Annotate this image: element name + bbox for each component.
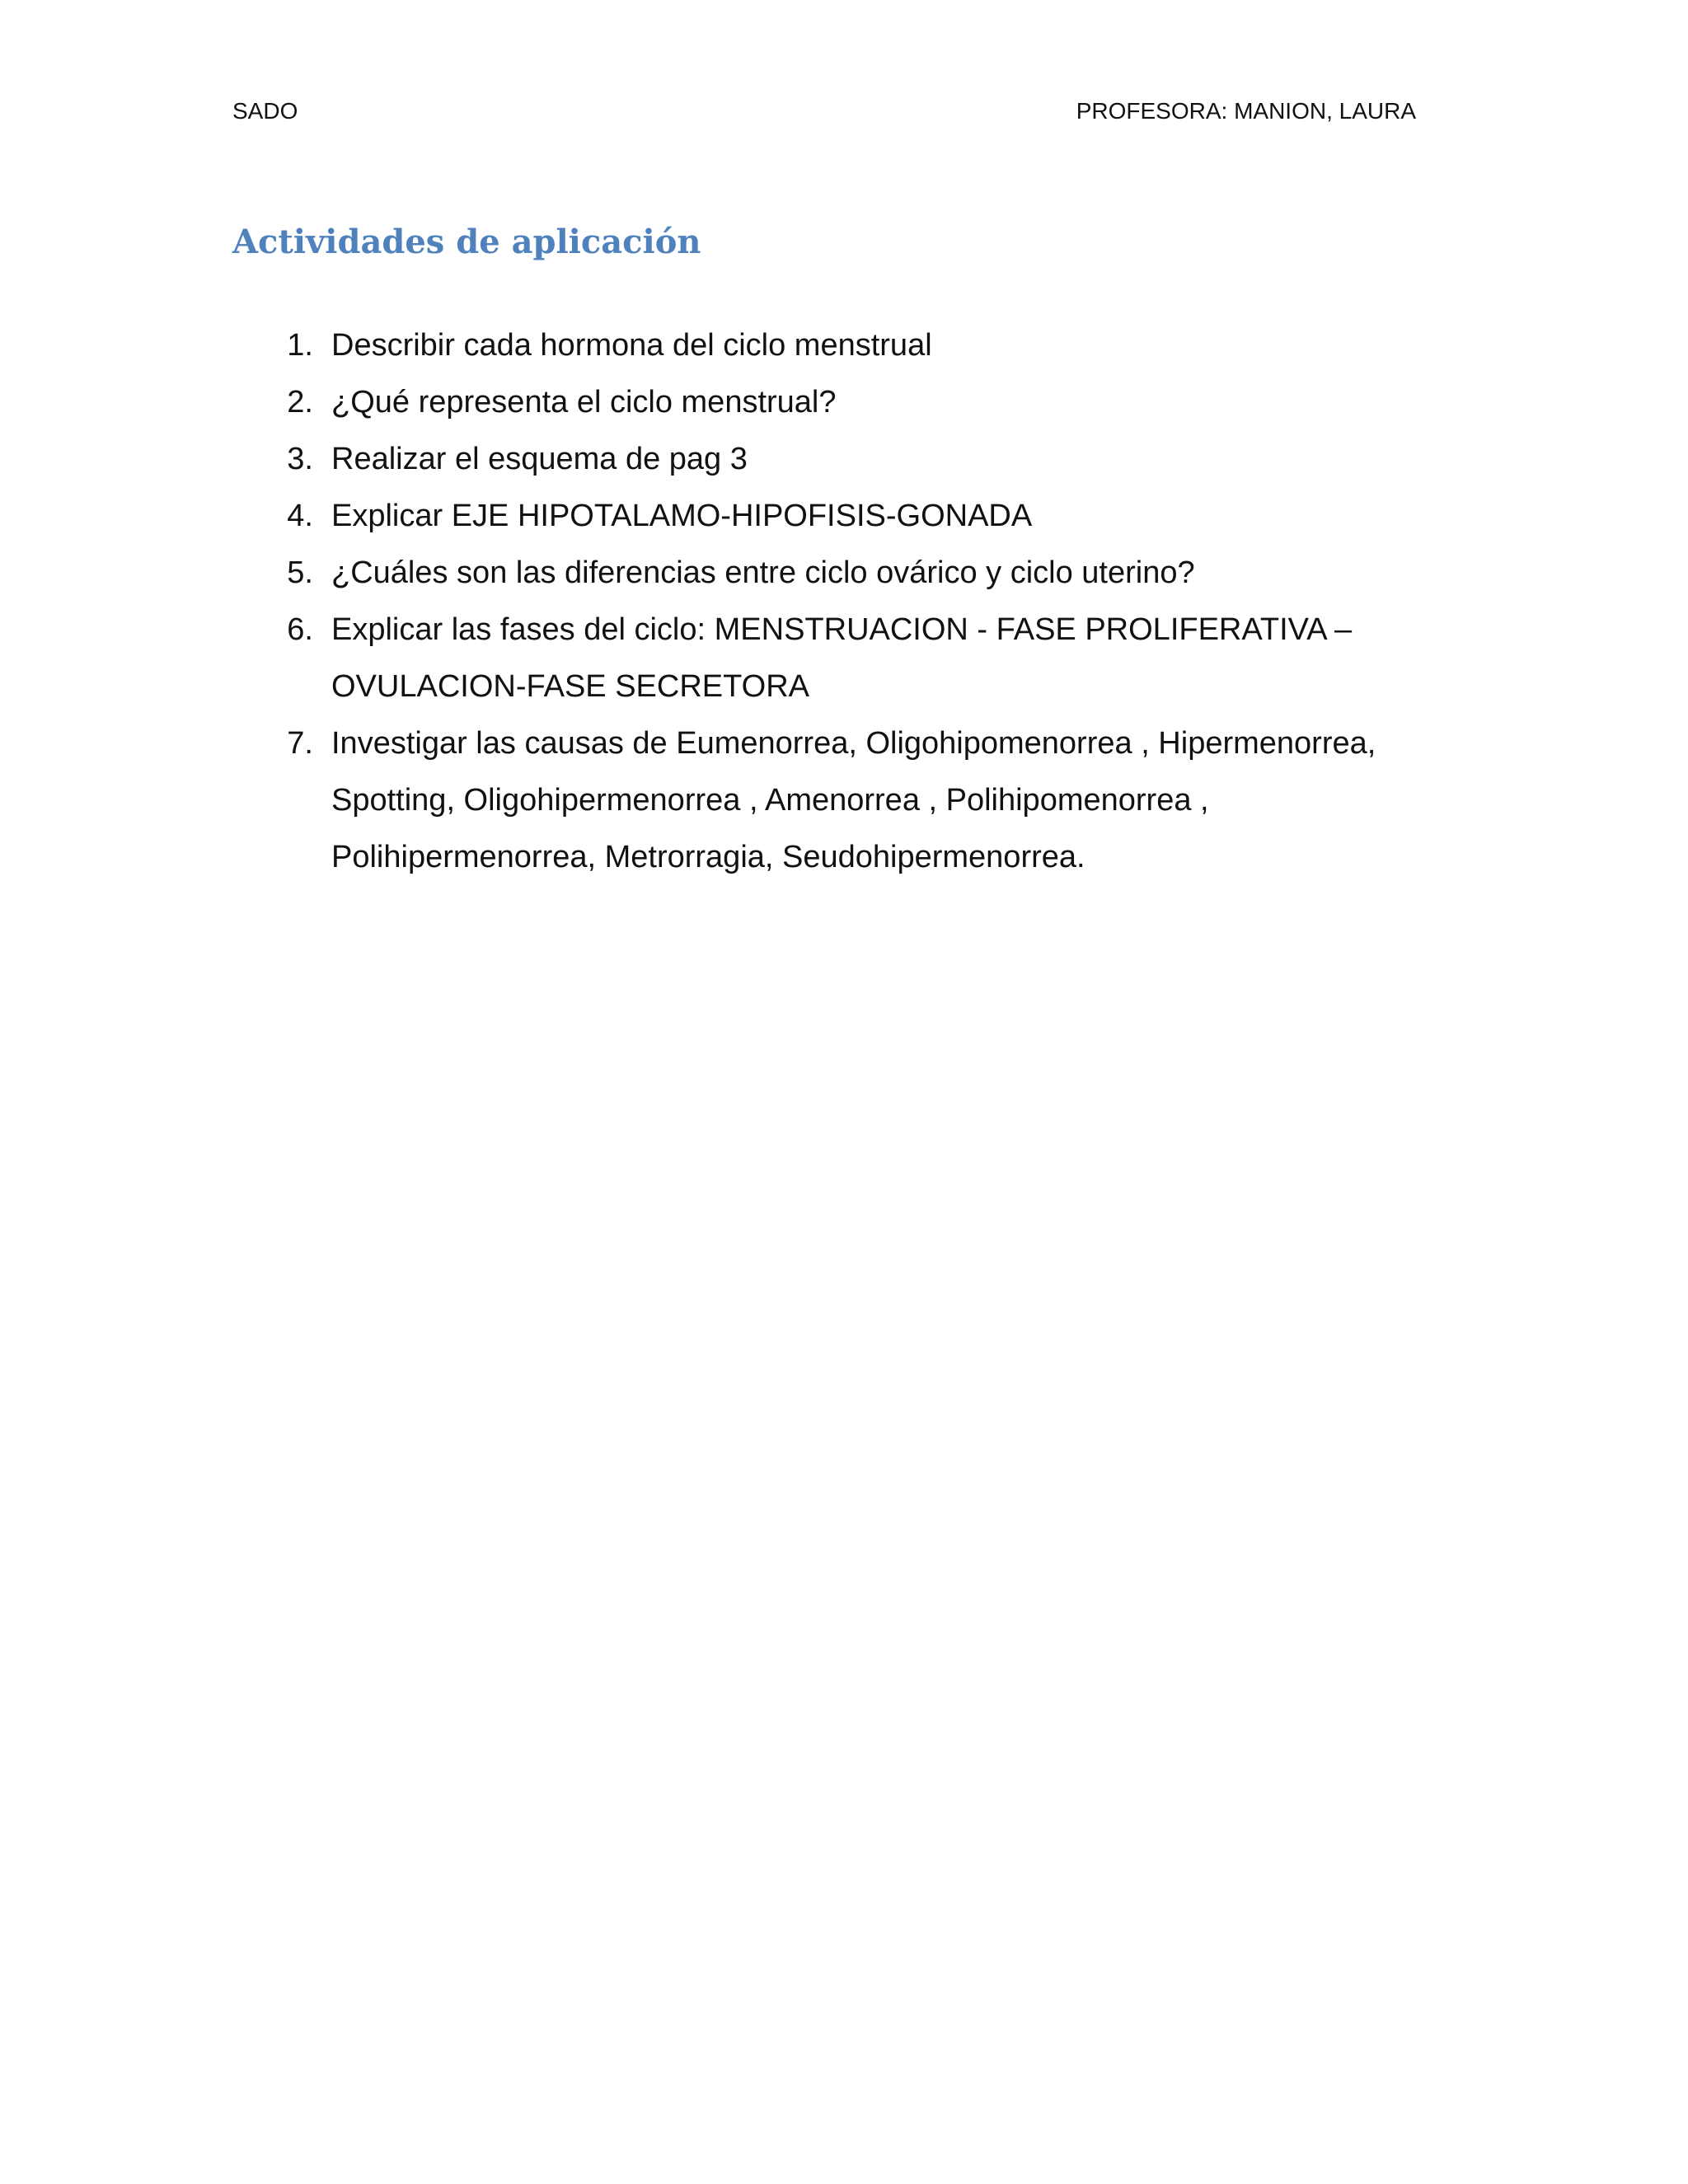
activity-line: Explicar EJE HIPOTALAMO-HIPOFISIS-GONADA [331,499,1033,533]
activity-number: 1. [287,328,313,363]
activity-number: 4. [287,499,313,533]
activity-line: Spotting, Oligohipermenorrea , Amenorrea , Polihipomenorrea , [331,783,1209,818]
activity-item [232,602,1436,715]
activity-text [331,374,1436,431]
activity-text [331,431,1436,488]
activity-line: Polihipermenorrea, Metrorragia, Seudohipermenorrea. [331,840,1085,874]
activity-line: OVULACION-FASE SECRETORA [331,669,809,704]
page-header [232,95,1416,128]
activity-item [232,545,1436,602]
activity-number: 2. [287,385,313,419]
header-course: SADO [232,98,298,124]
activity-text [331,488,1436,545]
activity-number: 3. [287,442,313,476]
activity-number: 5. [287,555,313,590]
activity-item [232,431,1436,488]
activity-line: Describir cada hormona del ciclo menstrual [331,328,932,363]
header-teacher: PROFESORA: MANION, LAURA [1076,98,1416,124]
activity-text [331,545,1436,602]
activity-text [331,602,1436,715]
activity-item [232,715,1436,886]
activity-line: Investigar las causas de Eumenorrea, Oligohipomenorrea , Hipermenorrea, [331,726,1376,761]
section-title: Actividades de aplicación [232,223,701,261]
activity-item [232,317,1436,374]
activities-list [232,317,1436,886]
activity-line: Explicar las fases del ciclo: MENSTRUACION - FASE PROLIFERATIVA – [331,612,1353,647]
activity-number: 7. [287,726,313,761]
activity-text [331,715,1436,886]
activity-item [232,488,1436,545]
activity-text [331,317,1436,374]
activity-line: Realizar el esquema de pag 3 [331,442,748,476]
activity-line: ¿Cuáles son las diferencias entre ciclo ovárico y ciclo uterino? [331,555,1195,590]
activity-line: ¿Qué representa el ciclo menstrual? [331,385,837,419]
activity-number: 6. [287,612,313,647]
activity-item [232,374,1436,431]
